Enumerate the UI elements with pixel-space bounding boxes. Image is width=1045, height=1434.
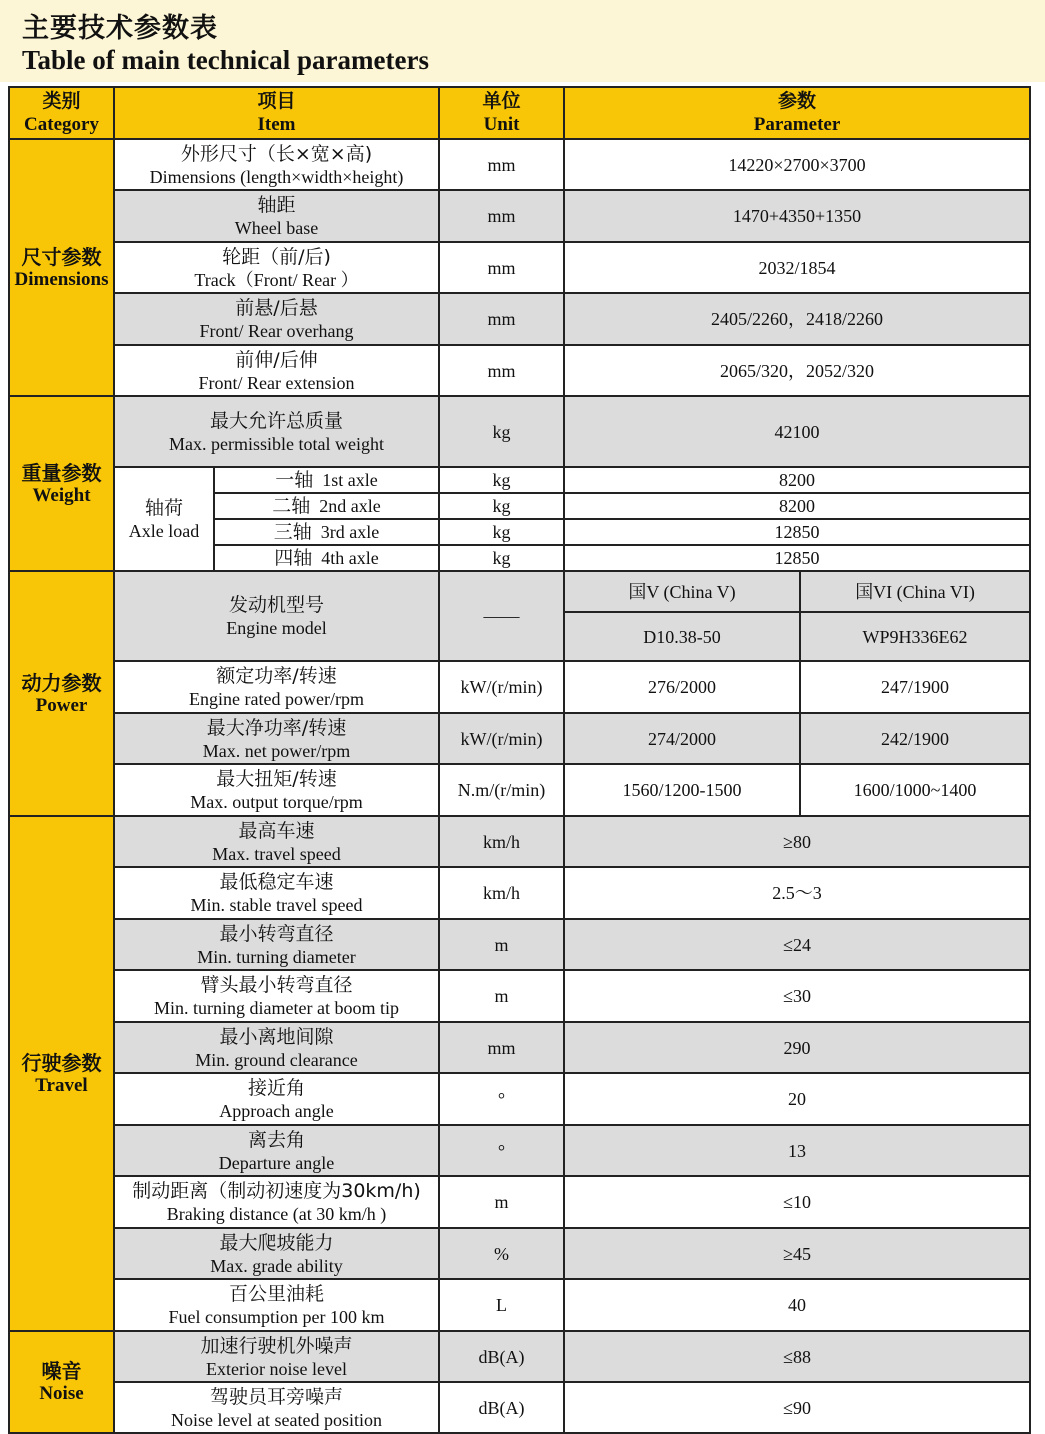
value-cell: 42100 — [564, 396, 1030, 467]
table-row — [9, 1279, 1030, 1331]
item-en: Front/ Rear overhang — [199, 321, 354, 341]
table-row — [9, 345, 1030, 396]
item-en: Min. stable travel speed — [190, 895, 363, 915]
category-weight — [9, 396, 114, 571]
unit-cell: ° — [439, 1125, 564, 1176]
table-row — [9, 467, 1030, 493]
unit-cell: mm — [439, 190, 564, 242]
parameters-table — [8, 86, 1031, 1434]
engine-model-china-v: D10.38-50 — [564, 612, 800, 661]
item-cell — [114, 139, 439, 190]
unit-cell: km/h — [439, 816, 564, 867]
item-cell — [114, 661, 439, 713]
item-en: Dimensions (length×width×height) — [149, 166, 404, 187]
header-parameter-cn: 参数 — [778, 91, 817, 112]
value-cell: 8200 — [564, 493, 1030, 519]
unit-cell: m — [439, 919, 564, 970]
header-unit-cn: 单位 — [482, 91, 521, 112]
item-en: Braking distance (at 30 km/h ) — [166, 1204, 387, 1224]
item-cell — [114, 242, 439, 293]
item-cn: 制动距离（制动初速度为30km/h) — [132, 1180, 421, 1202]
table-row — [9, 919, 1030, 970]
item-cell — [114, 396, 439, 467]
item-cn: 外形尺寸（长×宽×高) — [180, 142, 373, 165]
table-row — [9, 661, 1030, 713]
item-en: Max. permissible total weight — [169, 433, 384, 454]
unit-cell: L — [439, 1279, 564, 1331]
item-cell — [114, 1228, 439, 1279]
table-row — [9, 713, 1030, 764]
category-dimensions — [9, 139, 114, 396]
unit-cell: % — [439, 1228, 564, 1279]
unit-cell: kg — [439, 467, 564, 493]
table-row — [9, 1382, 1030, 1433]
value-cell: 12850 — [564, 519, 1030, 545]
axle-cn: 三轴 — [273, 521, 312, 543]
table-row — [9, 1228, 1030, 1279]
header-unit-en: Unit — [483, 114, 520, 135]
value-china-v: 274/2000 — [564, 713, 800, 764]
item-en: Max. travel speed — [212, 843, 341, 864]
table-row — [9, 571, 1030, 612]
category-en: Weight — [32, 484, 91, 506]
table-row — [9, 293, 1030, 345]
axle-item — [214, 519, 439, 545]
unit-cell: mm — [439, 242, 564, 293]
category-en: Travel — [35, 1074, 88, 1096]
table-row — [9, 764, 1030, 816]
value-cell: ≤24 — [564, 919, 1030, 970]
category-power — [9, 571, 114, 816]
table-row — [9, 970, 1030, 1022]
unit-cell: m — [439, 970, 564, 1022]
item-cell — [114, 867, 439, 919]
value-china-vi: 242/1900 — [800, 713, 1030, 764]
unit-cell: ° — [439, 1073, 564, 1125]
value-cell: ≤30 — [564, 970, 1030, 1022]
unit-cell: —— — [439, 571, 564, 661]
table-row — [9, 139, 1030, 190]
category-en: Power — [35, 694, 88, 716]
item-cn: 离去角 — [248, 1128, 306, 1151]
category-travel — [9, 816, 114, 1331]
unit-cell: m — [439, 1176, 564, 1228]
item-cn: 发动机型号 — [229, 594, 325, 616]
value-cell: 2405/2260，2418/2260 — [564, 293, 1030, 345]
axle-item — [214, 467, 439, 493]
category-cn: 动力参数 — [21, 670, 102, 695]
item-en: Fuel consumption per 100 km — [168, 1307, 385, 1327]
header-unit — [439, 87, 564, 139]
header-item — [114, 87, 439, 139]
item-en: Noise level at seated position — [171, 1409, 382, 1430]
unit-cell: kg — [439, 396, 564, 467]
item-cell — [114, 571, 439, 661]
item-en: Track（Front/ Rear ） — [194, 269, 359, 290]
item-cell — [114, 713, 439, 764]
item-cn: 驾驶员耳旁噪声 — [210, 1385, 344, 1408]
item-cell — [114, 1331, 439, 1382]
header-category-en: Category — [24, 114, 99, 135]
value-cell: 40 — [564, 1279, 1030, 1331]
table-row — [9, 1331, 1030, 1382]
item-cn: 最大扭矩/转速 — [216, 768, 337, 790]
item-cn: 最大爬坡能力 — [219, 1231, 334, 1254]
value-cell: ≤10 — [564, 1176, 1030, 1228]
item-cn: 额定功率/转速 — [216, 665, 337, 687]
item-en: Max. net power/rpm — [202, 740, 351, 761]
header-parameter — [564, 87, 1030, 139]
value-cell: 8200 — [564, 467, 1030, 493]
value-cell: 290 — [564, 1022, 1030, 1073]
title-chinese: 主要技术参数表 — [22, 13, 218, 44]
unit-cell: kW/(r/min) — [439, 713, 564, 764]
category-cn: 重量参数 — [21, 460, 102, 485]
value-china-v: 1560/1200-1500 — [564, 764, 800, 816]
item-cell — [114, 190, 439, 242]
category-cn: 尺寸参数 — [21, 244, 102, 269]
unit-cell: dB(A) — [439, 1382, 564, 1433]
china-vi-header: 国VI (China VI) — [800, 571, 1030, 612]
value-china-v: 276/2000 — [564, 661, 800, 713]
axle-en: 2nd axle — [319, 496, 381, 516]
unit-cell: km/h — [439, 867, 564, 919]
title-english: Table of main technical parameters — [22, 45, 429, 75]
item-en: Wheel base — [234, 218, 319, 238]
item-en: Min. turning diameter — [197, 946, 356, 967]
header-parameter-en: Parameter — [753, 114, 841, 135]
value-cell: 12850 — [564, 545, 1030, 571]
unit-cell: kg — [439, 545, 564, 571]
unit-cell: mm — [439, 345, 564, 396]
item-cell — [114, 1073, 439, 1125]
engine-model-china-vi: WP9H336E62 — [800, 612, 1030, 661]
item-cn: 轴距 — [257, 194, 296, 216]
item-en: Engine rated power/rpm — [189, 689, 364, 709]
value-cell: 20 — [564, 1073, 1030, 1125]
table-row — [9, 190, 1030, 242]
item-en: Min. turning diameter at boom tip — [154, 998, 399, 1018]
item-cn: 最低稳定车速 — [219, 871, 334, 893]
value-cell: 13 — [564, 1125, 1030, 1176]
item-en: Departure angle — [218, 1152, 335, 1173]
value-cell: ≥45 — [564, 1228, 1030, 1279]
category-en: Dimensions — [14, 268, 109, 290]
axle-item — [214, 493, 439, 519]
item-en: Max. grade ability — [210, 1255, 343, 1276]
item-en: Min. ground clearance — [195, 1049, 358, 1070]
axle-cn: 四轴 — [274, 547, 313, 569]
value-cell: 14220×2700×3700 — [564, 139, 1030, 190]
item-cell — [114, 816, 439, 867]
axle-cn: 二轴 — [272, 495, 311, 517]
item-cn: 最小转弯直径 — [219, 922, 334, 945]
value-cell: ≤88 — [564, 1331, 1030, 1382]
item-cn: 臂头最小转弯直径 — [200, 974, 353, 996]
axle-load-label — [114, 467, 214, 571]
item-cell — [114, 1022, 439, 1073]
unit-cell: mm — [439, 1022, 564, 1073]
header-item-cn: 项目 — [257, 91, 296, 112]
item-cn: 最高车速 — [238, 819, 315, 842]
item-cell — [114, 293, 439, 345]
table-header-row — [9, 87, 1030, 139]
axle-item — [214, 545, 439, 571]
table-row — [9, 867, 1030, 919]
item-cn: 最大净功率/转速 — [206, 716, 347, 739]
table-row — [9, 1176, 1030, 1228]
unit-cell: kW/(r/min) — [439, 661, 564, 713]
item-en: Front/ Rear extension — [198, 372, 355, 393]
unit-cell: kg — [439, 519, 564, 545]
item-cell — [114, 1176, 439, 1228]
item-cn: 前伸/后伸 — [235, 348, 318, 371]
header-item-en: Item — [257, 114, 296, 135]
item-cn: 最小离地间隙 — [219, 1025, 334, 1048]
item-cell — [114, 764, 439, 816]
china-v-header: 国V (China V) — [564, 571, 800, 612]
header-category — [9, 87, 114, 139]
table-row — [9, 1073, 1030, 1125]
value-cell: 1470+4350+1350 — [564, 190, 1030, 242]
table-row — [9, 816, 1030, 867]
table-row — [9, 1125, 1030, 1176]
category-cn: 噪音 — [41, 1359, 82, 1383]
value-cell: 2032/1854 — [564, 242, 1030, 293]
page-header — [0, 0, 1045, 82]
unit-cell: kg — [439, 493, 564, 519]
item-cell — [114, 1382, 439, 1433]
axle-en: 1st axle — [322, 470, 378, 490]
value-china-vi: 247/1900 — [800, 661, 1030, 713]
item-cn: 加速行驶机外噪声 — [200, 1334, 353, 1357]
item-en: Max. output torque/rpm — [190, 792, 363, 812]
axle-en: 3rd axle — [320, 522, 380, 542]
unit-cell: dB(A) — [439, 1331, 564, 1382]
unit-cell: N.m/(r/min) — [439, 764, 564, 816]
item-cn: 百公里油耗 — [229, 1283, 325, 1305]
item-cell — [114, 345, 439, 396]
unit-cell: mm — [439, 139, 564, 190]
item-cell — [114, 1125, 439, 1176]
header-category-cn: 类别 — [42, 91, 81, 112]
axle-load-en: Axle load — [128, 521, 200, 541]
axle-en: 4th axle — [321, 548, 379, 568]
value-cell: 2065/320，2052/320 — [564, 345, 1030, 396]
value-cell: ≥80 — [564, 816, 1030, 867]
category-noise — [9, 1331, 114, 1433]
axle-load-cn: 轴荷 — [144, 497, 183, 519]
item-cell — [114, 970, 439, 1022]
table-row — [9, 1022, 1030, 1073]
table-row — [9, 396, 1030, 467]
item-cn: 轮距（前/后) — [222, 245, 331, 268]
item-en: Engine model — [226, 618, 327, 638]
item-cell — [114, 1279, 439, 1331]
category-cn: 行驶参数 — [21, 1050, 102, 1075]
value-china-vi: 1600/1000~1400 — [800, 764, 1030, 816]
item-cn: 最大允许总质量 — [210, 409, 344, 432]
table-row — [9, 242, 1030, 293]
item-cell — [114, 919, 439, 970]
value-cell: ≤90 — [564, 1382, 1030, 1433]
item-en: Approach angle — [219, 1101, 334, 1121]
value-cell: 2.5～3 — [564, 867, 1030, 919]
unit-cell: mm — [439, 293, 564, 345]
item-en: Exterior noise level — [206, 1358, 347, 1379]
category-en: Noise — [39, 1383, 84, 1404]
axle-cn: 一轴 — [275, 469, 314, 491]
item-cn: 接近角 — [248, 1077, 306, 1099]
item-cn: 前悬/后悬 — [235, 297, 318, 319]
